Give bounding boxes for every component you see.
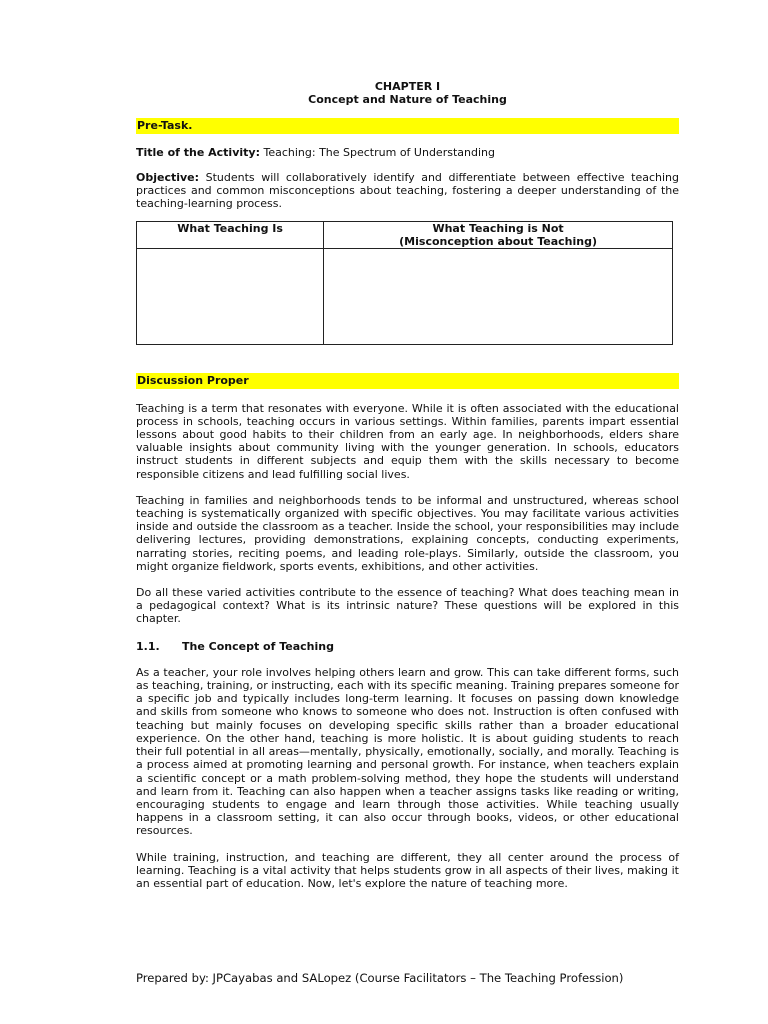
table-header-what-teaching-is-not xyxy=(324,222,673,249)
table-cell-teaching-is-not[interactable] xyxy=(324,249,673,345)
section-number: 1.1. xyxy=(136,639,160,653)
section-paragraph-1: As a teacher, your role involves helping others learn and grow. This can take different forms, such as teaching, training, or instructing, each with its specific meaning. Training prepares someone for a specific job and typically includes long-term learning. It focuses on passing down knowledge and skills from someone who knows to someone who does not. Instruction is often confused with teaching but mainly focuses on developing specific skills rather than a broader educational experience. On the other hand, teaching is more holistic. It is about guiding students to reach their full potential in all areas—mentally, physically, emotionally, socially, and morally. Teaching is a process aimed at promoting learning and personal growth. For instance, when teachers explain a scientific concept or a math problem-solving method, they hope the students will understand and learn from it. Teaching can also happen when a teacher assigns tasks like reading or writing, encouraging students to engage and learn through those activities. While teaching usually happens in a classroom setting, it can also occur through books, videos, or other educational resources. xyxy=(136,665,679,838)
discussion-paragraph-1: Teaching is a term that resonates with everyone. While it is often associated with the educational process in schools, teaching occurs in various settings. Within families, parents impart essential lessons about good habits to their children from an early age. In neighborhoods, elders share valuable insights about community living with the younger generation. In schools, educators instruct students in different subjects and equip them with the skills necessary to become responsible citizens and lead fulfilling social lives. xyxy=(136,401,679,481)
section-heading xyxy=(136,640,679,653)
discussion-heading: Discussion Proper xyxy=(136,373,679,388)
section-paragraph-2: While training, instruction, and teaching are different, they all center around the process of learning. Teaching is a vital activity that helps students grow in all aspects of their lives, making it an essential part of education. Now, let's explore the nature of teaching more. xyxy=(136,850,679,890)
discussion-paragraph-2: Teaching in families and neighborhoods tends to be informal and unstructured, whereas school teaching is systematically organized with specific objectives. You may facilitate various activities inside and outside the classroom as a teacher. Inside the school, your responsibilities may include delivering lectures, providing demonstrations, explaining concepts, conducting experiments, narrating stories, reciting poems, and leading role-plays. Similarly, outside the classroom, you might organize fieldwork, sports events, exhibitions, and other activities. xyxy=(136,493,679,573)
activity-label: Title of the Activity: xyxy=(136,145,260,159)
chapter-number: CHAPTER I xyxy=(374,80,441,93)
document-page xyxy=(136,80,679,890)
table-cell-teaching-is[interactable] xyxy=(137,249,324,345)
activity-title-line xyxy=(136,146,679,159)
objective-paragraph xyxy=(136,171,679,211)
objective-label: Objective: xyxy=(136,170,200,184)
discussion-paragraph-3: Do all these varied activities contribute to the essence of teaching? What does teaching mean in a pedagogical context? What is its intrinsic nature? These questions will be explored in this chapter. xyxy=(136,586,679,626)
objective-text: Students will collaboratively identify and differentiate between effective teaching practices and common misconceptions about teaching, fostering a deeper understanding of the teaching-learning process. xyxy=(136,170,679,211)
table-header-what-teaching-is: What Teaching Is xyxy=(137,222,324,249)
pretask-table xyxy=(136,221,673,345)
activity-value: Teaching: The Spectrum of Understanding xyxy=(259,145,495,159)
table-header-line2: (Misconception about Teaching) xyxy=(399,235,598,249)
table-header-line1: What Teaching is Not xyxy=(432,222,564,236)
section-title: The Concept of Teaching xyxy=(182,639,334,653)
page-footer: Prepared by: JPCayabas and SALopez (Course Facilitators – The Teaching Profession) xyxy=(136,971,624,985)
chapter-title: Concept and Nature of Teaching xyxy=(308,93,507,107)
pretask-heading: Pre-Task. xyxy=(136,118,679,133)
